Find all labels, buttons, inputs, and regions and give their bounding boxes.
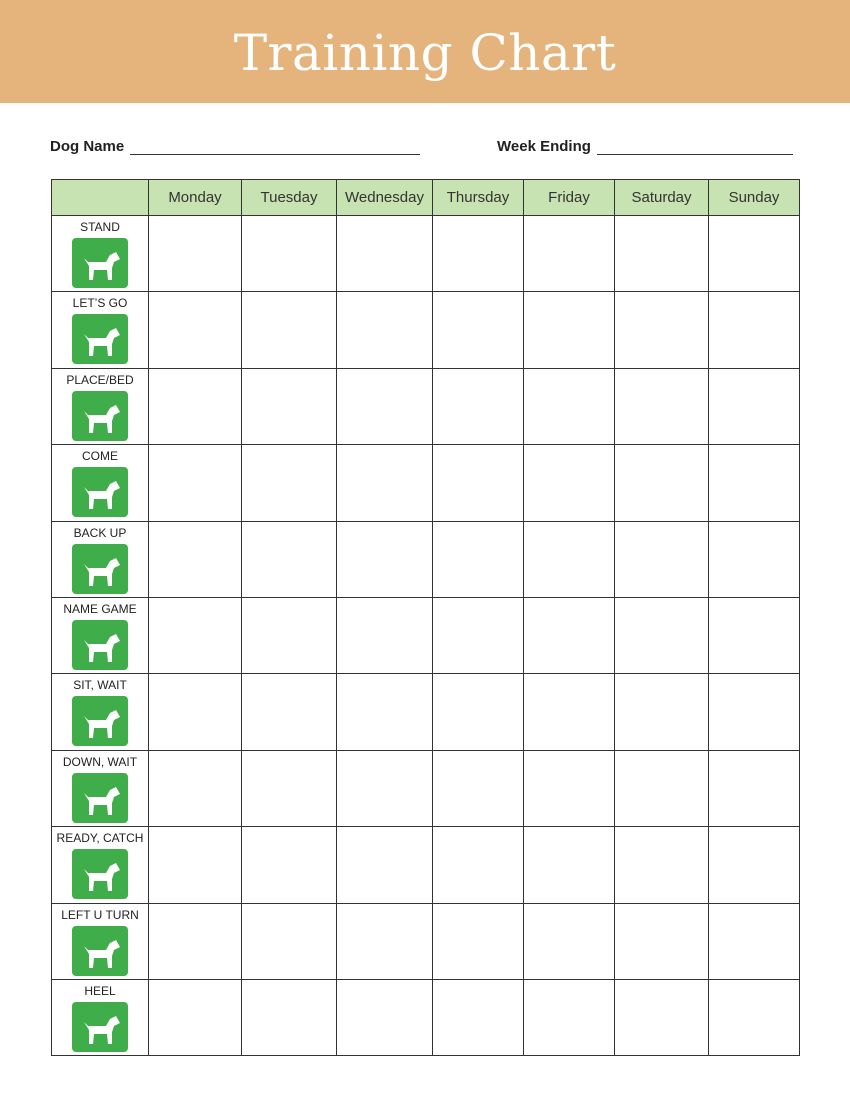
day-header-wednesday: Wednesday	[337, 180, 433, 216]
checkbox-cell-thursday[interactable]	[433, 979, 524, 1055]
dog-come-icon	[72, 467, 128, 517]
checkbox-cell-sunday[interactable]	[709, 597, 800, 673]
checkbox-cell-friday[interactable]	[524, 979, 615, 1055]
skill-cell	[52, 750, 149, 826]
checkbox-cell-saturday[interactable]	[615, 445, 709, 521]
checkbox-cell-wednesday[interactable]	[337, 445, 433, 521]
checkbox-cell-sunday[interactable]	[709, 216, 800, 292]
checkbox-cell-monday[interactable]	[149, 216, 242, 292]
checkbox-cell-monday[interactable]	[149, 827, 242, 903]
table-row	[52, 750, 800, 826]
checkbox-cell-tuesday[interactable]	[242, 827, 337, 903]
checkbox-cell-monday[interactable]	[149, 750, 242, 826]
checkbox-cell-friday[interactable]	[524, 368, 615, 444]
checkbox-cell-wednesday[interactable]	[337, 292, 433, 368]
checkbox-cell-sunday[interactable]	[709, 674, 800, 750]
skill-label: STAND	[80, 220, 120, 234]
checkbox-cell-saturday[interactable]	[615, 674, 709, 750]
skill-cell	[52, 674, 149, 750]
table-row	[52, 216, 800, 292]
table-row	[52, 292, 800, 368]
checkbox-cell-sunday[interactable]	[709, 750, 800, 826]
checkbox-cell-monday[interactable]	[149, 979, 242, 1055]
checkbox-cell-thursday[interactable]	[433, 750, 524, 826]
checkbox-cell-saturday[interactable]	[615, 597, 709, 673]
skill-cell	[52, 903, 149, 979]
checkbox-cell-tuesday[interactable]	[242, 903, 337, 979]
checkbox-cell-thursday[interactable]	[433, 827, 524, 903]
checkbox-cell-monday[interactable]	[149, 368, 242, 444]
checkbox-cell-tuesday[interactable]	[242, 597, 337, 673]
checkbox-cell-saturday[interactable]	[615, 368, 709, 444]
table-row	[52, 674, 800, 750]
week-ending-field[interactable]	[497, 138, 793, 155]
checkbox-cell-thursday[interactable]	[433, 292, 524, 368]
checkbox-cell-saturday[interactable]	[615, 521, 709, 597]
checkbox-cell-saturday[interactable]	[615, 979, 709, 1055]
skill-cell	[52, 445, 149, 521]
skill-cell	[52, 521, 149, 597]
checkbox-cell-sunday[interactable]	[709, 903, 800, 979]
skill-cell	[52, 368, 149, 444]
training-table	[51, 179, 800, 1056]
dog-back-up-icon	[72, 544, 128, 594]
checkbox-cell-tuesday[interactable]	[242, 368, 337, 444]
table-row	[52, 368, 800, 444]
skill-cell	[52, 216, 149, 292]
checkbox-cell-monday[interactable]	[149, 597, 242, 673]
checkbox-cell-friday[interactable]	[524, 750, 615, 826]
checkbox-cell-monday[interactable]	[149, 445, 242, 521]
checkbox-cell-tuesday[interactable]	[242, 445, 337, 521]
checkbox-cell-sunday[interactable]	[709, 292, 800, 368]
skill-label: LET’S GO	[72, 296, 128, 311]
checkbox-cell-tuesday[interactable]	[242, 216, 337, 292]
dog-name-label: Dog Name	[50, 138, 125, 155]
skill-label: HEEL	[84, 983, 116, 998]
skill-label: NAME GAME	[63, 601, 137, 616]
checkbox-cell-tuesday[interactable]	[242, 750, 337, 826]
table-row	[52, 521, 800, 597]
title-banner	[0, 0, 850, 103]
day-header-friday: Friday	[524, 180, 615, 216]
checkbox-cell-monday[interactable]	[149, 903, 242, 979]
checkbox-cell-sunday[interactable]	[709, 368, 800, 444]
skill-label: PLACE/BED	[66, 372, 134, 387]
skill-label: COME	[82, 449, 118, 464]
checkbox-cell-saturday[interactable]	[615, 903, 709, 979]
checkbox-cell-tuesday[interactable]	[242, 521, 337, 597]
day-header-sunday: Sunday	[709, 180, 800, 216]
skill-label: SIT, WAIT	[73, 678, 127, 693]
checkbox-cell-thursday[interactable]	[433, 903, 524, 979]
checkbox-cell-saturday[interactable]	[615, 750, 709, 826]
checkbox-cell-friday[interactable]	[524, 521, 615, 597]
checkbox-cell-sunday[interactable]	[709, 827, 800, 903]
checkbox-cell-thursday[interactable]	[433, 597, 524, 673]
checkbox-cell-friday[interactable]	[524, 903, 615, 979]
skill-cell	[52, 979, 149, 1055]
header-row	[52, 180, 800, 216]
checkbox-cell-thursday[interactable]	[433, 368, 524, 444]
checkbox-cell-wednesday[interactable]	[337, 521, 433, 597]
header-corner	[52, 180, 149, 216]
checkbox-cell-wednesday[interactable]	[337, 368, 433, 444]
dog-sitting-icon	[72, 696, 128, 746]
checkbox-cell-friday[interactable]	[524, 216, 615, 292]
checkbox-cell-wednesday[interactable]	[337, 216, 433, 292]
person-dog-catch-icon	[72, 849, 128, 899]
table-row	[52, 903, 800, 979]
dog-name-field[interactable]	[50, 138, 420, 155]
checkbox-cell-tuesday[interactable]	[242, 292, 337, 368]
table-row	[52, 445, 800, 521]
checkbox-cell-tuesday[interactable]	[242, 979, 337, 1055]
checkbox-cell-friday[interactable]	[524, 674, 615, 750]
day-header-monday: Monday	[149, 180, 242, 216]
checkbox-cell-wednesday[interactable]	[337, 750, 433, 826]
dog-standing-icon	[72, 238, 128, 288]
skill-cell	[52, 827, 149, 903]
skill-cell	[52, 597, 149, 673]
day-header-saturday: Saturday	[615, 180, 709, 216]
skill-label: BACK UP	[73, 525, 127, 540]
checkbox-cell-saturday[interactable]	[615, 292, 709, 368]
checkbox-cell-thursday[interactable]	[433, 674, 524, 750]
checkbox-cell-monday[interactable]	[149, 674, 242, 750]
dog-u-turn-icon	[72, 926, 128, 976]
checkbox-cell-sunday[interactable]	[709, 445, 800, 521]
checkbox-cell-thursday[interactable]	[433, 445, 524, 521]
checkbox-cell-wednesday[interactable]	[337, 674, 433, 750]
day-header-tuesday: Tuesday	[242, 180, 337, 216]
checkbox-cell-friday[interactable]	[524, 597, 615, 673]
week-ending-line[interactable]	[597, 141, 793, 155]
checkbox-cell-monday[interactable]	[149, 292, 242, 368]
skill-label: READY, CATCH	[56, 831, 144, 846]
checkbox-cell-wednesday[interactable]	[337, 979, 433, 1055]
week-ending-label: Week Ending	[497, 138, 591, 155]
checkbox-cell-sunday[interactable]	[709, 521, 800, 597]
skill-label: DOWN, WAIT	[62, 754, 138, 769]
checkbox-cell-sunday[interactable]	[709, 979, 800, 1055]
checkbox-cell-wednesday[interactable]	[337, 903, 433, 979]
page-title: Training Chart	[233, 24, 617, 82]
checkbox-cell-monday[interactable]	[149, 521, 242, 597]
dog-heel-icon	[72, 1002, 128, 1052]
table-row	[52, 979, 800, 1055]
checkbox-cell-friday[interactable]	[524, 292, 615, 368]
dog-walking-icon	[72, 314, 128, 364]
checkbox-cell-thursday[interactable]	[433, 216, 524, 292]
dog-name-line[interactable]	[130, 141, 420, 155]
table-row	[52, 597, 800, 673]
checkbox-cell-wednesday[interactable]	[337, 597, 433, 673]
speech-bubble-icon	[72, 620, 128, 670]
checkbox-cell-wednesday[interactable]	[337, 827, 433, 903]
day-header-thursday: Thursday	[433, 180, 524, 216]
checkbox-cell-friday[interactable]	[524, 827, 615, 903]
checkbox-cell-tuesday[interactable]	[242, 674, 337, 750]
checkbox-cell-saturday[interactable]	[615, 827, 709, 903]
dog-bed-icon	[72, 391, 128, 441]
skill-cell	[52, 292, 149, 368]
table-row	[52, 827, 800, 903]
skill-label: LEFT U TURN	[61, 907, 139, 922]
checkbox-cell-thursday[interactable]	[433, 521, 524, 597]
checkbox-cell-saturday[interactable]	[615, 216, 709, 292]
checkbox-cell-friday[interactable]	[524, 445, 615, 521]
dog-lying-icon	[72, 773, 128, 823]
